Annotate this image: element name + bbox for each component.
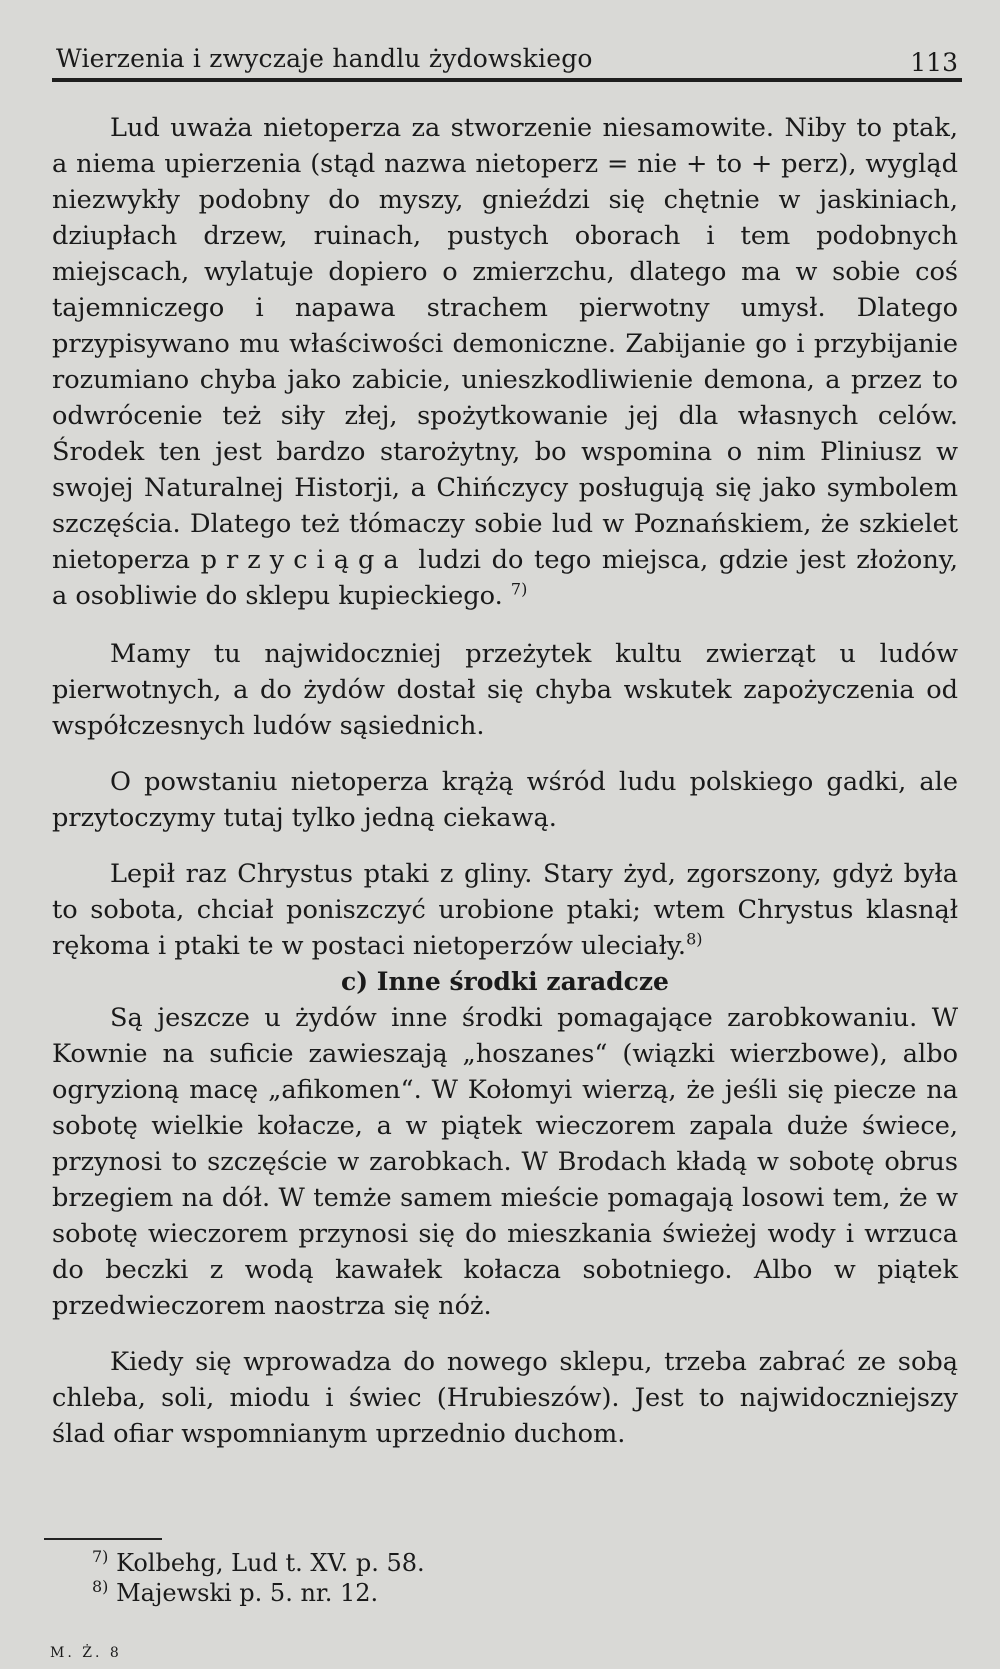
body-text (52, 110, 958, 1452)
emphasis-spaced: przyciąga (200, 545, 408, 575)
running-title: Wierzenia i zwyczaje handlu żydowskiego (56, 44, 593, 73)
page-number: 113 (910, 48, 958, 77)
page-header (52, 38, 962, 84)
footnote-mark: 7) (92, 1547, 109, 1566)
paragraph-4 (52, 856, 958, 964)
footnote-mark: 8) (92, 1577, 109, 1596)
paragraph-1 (52, 110, 958, 614)
paragraph-1-text: Lud uważa nietoperza za stworzenie niesamowite. Niby to ptak, a niema upierzenia (stąd nazwa nietoperz = nie + to + perz), wygląd niezwykły podobny do myszy, gnieździ się chętnie w jaskiniach, dziupłach drzew, ruinach, pustych oborach i tem podobnych miejscach, wylatuje dopiero o zmierzchu, dlatego ma w sobie coś tajemniczego i napawa strachem pierwotny umysł. Dlatego przypisywano mu właściwości demoniczne. Zabijanie go i przybijanie rozumiano chyba jako zabicie, unieszkodliwienie demona, a przez to odwrócenie też siły złej, spożytkowanie jej dla własnych celów. Środek ten jest bardzo starożytny, bo wspomina o nim Pliniusz w swojej Naturalnej Historji, a Chińczycy posługują się jako symbolem szczęścia. Dlatego też tłómaczy sobie lud w Poznańskiem, że szkielet nietoperza (52, 113, 958, 575)
footnote-item (92, 1578, 425, 1608)
printer-signature: M. Ż. 8 (50, 1645, 122, 1661)
paragraph-6: Kiedy się wprowadza do nowego sklepu, trzeba zabrać ze sobą chleba, soli, miodu i świec (Hrubieszów). Jest to najwidoczniejszy ślad ofiar wspomnianym uprzednio duchom. (52, 1347, 958, 1449)
header-rule (52, 78, 962, 82)
paragraph-3: O powstaniu nietoperza krążą wśród ludu polskiego gadki, ale przytoczymy tutaj tylko jedną ciekawą. (52, 767, 958, 833)
footnotes (92, 1548, 425, 1608)
footnote-ref-7: 7) (510, 579, 528, 599)
footnote-item (92, 1548, 425, 1578)
paragraph-5: Są jeszcze u żydów inne środki pomagające zarobkowaniu. W Kownie na suficie zawieszają „hoszanes“ (wiązki wierzbowe), albo ogryzioną macę „afikomen“. W Kołomyi wierzą, że jeśli się piecze na sobotę wielkie kołacze, a w piątek wieczorem zapala duże świece, przynosi to szczęście w zarobkach. W Brodach kładą w sobotę obrus brzegiem na dół. W temże samem mieście pomagają losowi tem, że w sobotę wieczorem przynosi się do mieszkania świeżej wody i wrzuca do beczki z wodą kawałek kołacza sobotniego. Albo w piątek przedwieczorem naostrza się nóż. (52, 1003, 958, 1321)
footnote-ref-8: 8) (686, 929, 703, 949)
paragraph-2: Mamy tu najwidoczniej przeżytek kultu zwierząt u ludów pierwotnych, a do żydów dostał się chyba wskutek zapożyczenia od współczesnych ludów sąsiednich. (52, 639, 958, 741)
paragraph-4-text: Lepił raz Chrystus ptaki z gliny. Stary żyd, zgorszony, gdyż była to sobota, chciał poniszczyć urobione ptaki; wtem Chrystus klasnął rękoma i ptaki te w postaci nietoperzów uleciały. (52, 859, 958, 961)
footnote-rule (44, 1538, 162, 1540)
paragraph-1-text-end: ludzi do tego miejsca, gdzie jest złożony, a osobliwie do sklepu kupieckiego. (52, 545, 958, 611)
footnote-text: Kolbehg, Lud t. XV. p. 58. (116, 1549, 425, 1577)
section-heading: c) Inne środki zaradcze (341, 967, 669, 996)
footnote-text: Majewski p. 5. nr. 12. (116, 1579, 379, 1607)
